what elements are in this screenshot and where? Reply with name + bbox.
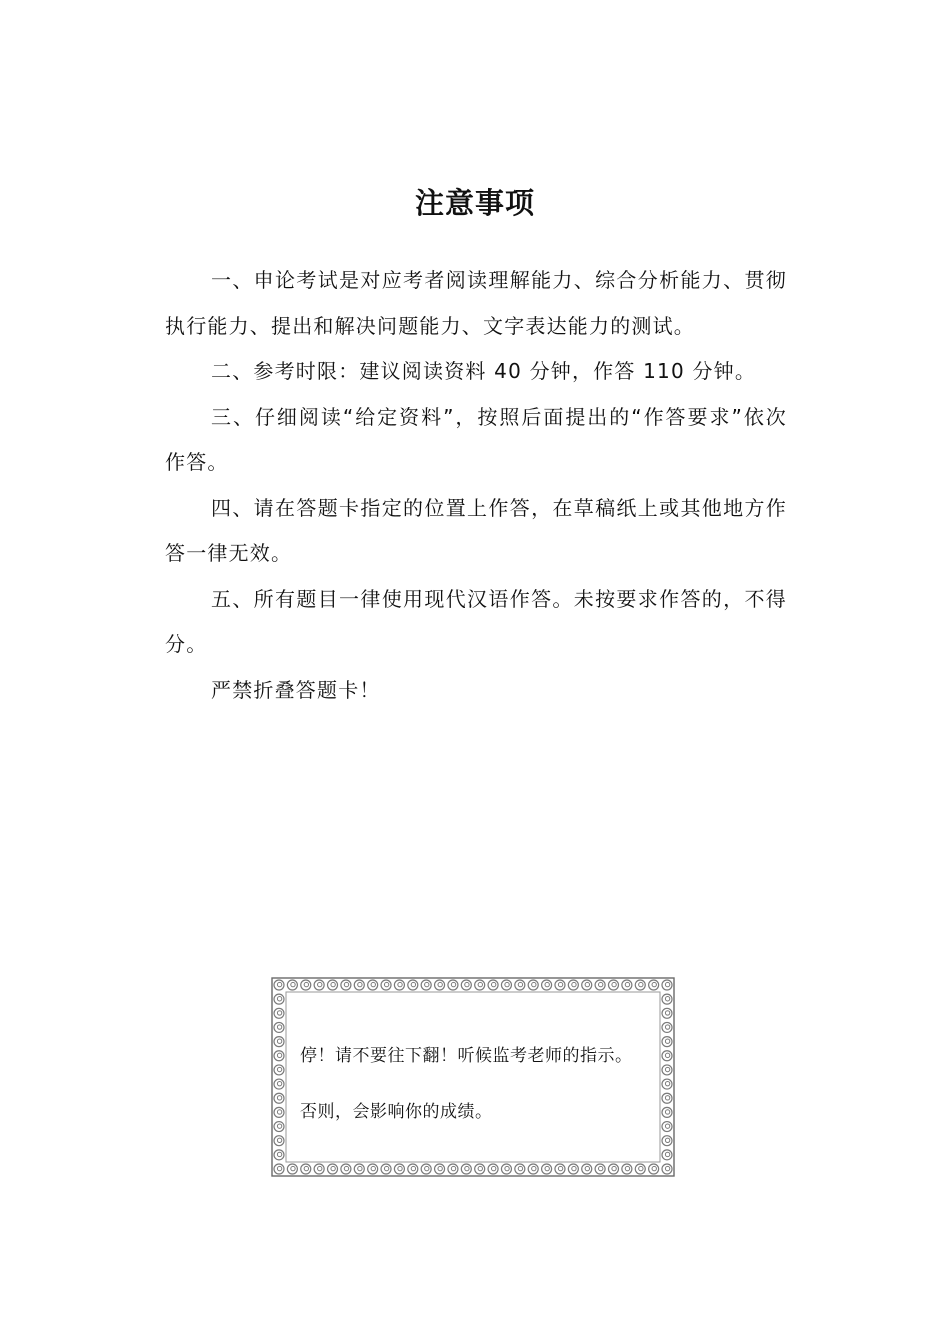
notice-list [165,258,787,713]
decorative-scroll-border [270,976,676,1178]
stop-warning-box [270,976,676,1178]
notice-item-5: 五、所有题目一律使用现代汉语作答。未按要求作答的，不得分。 [165,586,787,656]
notice-item-1: 一、申论考试是对应考者阅读理解能力、综合分析能力、贯彻执行能力、提出和解决问题能力、文字表达能力的测试。 [165,268,787,338]
notice-item-2: 二、参考时限：建议阅读资料 40 分钟，作答 110 分钟。 [211,359,757,383]
notice-item-3: 三、仔细阅读“给定资料”，按照后面提出的“作答要求”依次作答。 [165,404,787,474]
notice-item-4: 四、请在答题卡指定的位置上作答，在草稿纸上或其他地方作答一律无效。 [165,495,787,565]
no-folding-warning: 严禁折叠答题卡！ [211,677,381,702]
stop-instruction-text: 停！请不要往下翻！听候监考老师的指示。 [300,1046,633,1066]
page-title: 注意事项 [414,186,535,221]
score-warning-text: 否则，会影响你的成绩。 [300,1102,493,1122]
